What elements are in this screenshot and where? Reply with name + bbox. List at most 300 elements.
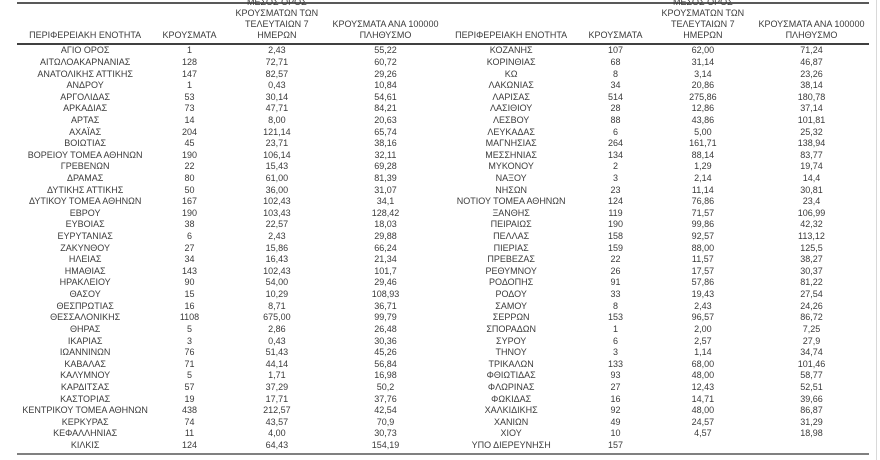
cases-cell: 27: [610, 381, 621, 392]
column-header-cases: ΚΡΟΥΣΜΑΤΑ: [162, 30, 217, 40]
per100k-cell: 21,34: [374, 254, 397, 265]
cases-cell: 5: [187, 323, 193, 334]
cases-cell: 27: [184, 242, 195, 253]
cases-cell: 76: [184, 347, 195, 358]
avg7days-cell: 92,57: [691, 231, 715, 242]
per100k-cell: 71,24: [800, 45, 823, 56]
table-row: [443, 312, 869, 324]
table-row: [17, 173, 443, 185]
cases-cell: 133: [608, 358, 624, 369]
avg7days-cell: 8,71: [268, 300, 286, 311]
avg7days-cell: 57,86: [691, 277, 715, 288]
per100k-cell: 65,74: [374, 126, 397, 137]
per100k-cell: 101,81: [797, 114, 826, 125]
table-row: [443, 68, 869, 80]
region-name-cell: ΑΓΙΟ ΟΡΟΣ: [60, 45, 110, 56]
table-row: [443, 382, 869, 394]
table-row: [17, 91, 443, 103]
avg7days-cell: 11,14: [691, 184, 714, 195]
per100k-cell: 46,87: [800, 56, 823, 67]
per100k-cell: 37,76: [374, 393, 397, 404]
per100k-cell: 31,07: [374, 184, 397, 195]
per100k-cell: 56,84: [374, 358, 397, 369]
avg7days-cell: 0,43: [268, 80, 286, 91]
table-row: [443, 196, 869, 208]
cases-cell: 34: [184, 254, 195, 265]
avg7days-cell: 14,71: [691, 393, 715, 404]
region-name-cell: ΥΠΟ ΔΙΕΡΕΥΝΗΣΗ: [471, 440, 551, 451]
per100k-cell: 83,77: [800, 149, 823, 160]
avg7days-cell: 36,00: [265, 184, 289, 195]
avg7days-cell: 0,43: [268, 335, 286, 346]
avg7days-cell: 675,00: [263, 312, 291, 323]
region-name-cell: ΗΜΑΘΙΑΣ: [64, 265, 106, 276]
table-row: [443, 335, 869, 347]
avg7days-cell: 51,43: [265, 347, 289, 358]
region-name-cell: ΛΑΣΙΘΙΟΥ: [490, 103, 533, 114]
cases-cell: 22: [610, 254, 621, 265]
per100k-cell: 29,26: [374, 68, 397, 79]
column-header-avg7days: [652, 0, 754, 41]
cases-cell: 6: [187, 231, 193, 242]
per100k-cell: 29,88: [374, 231, 397, 242]
avg7days-cell: 30,14: [265, 91, 289, 102]
region-name-cell: ΑΙΤΩΛΟΑΚΑΡΝΑΝΙΑΣ: [40, 56, 131, 67]
per100k-cell: 24,26: [800, 300, 823, 311]
per100k-cell: 55,22: [374, 45, 397, 56]
table-row: [17, 440, 443, 452]
table-row: [443, 254, 869, 266]
avg7days-cell: 1,29: [694, 161, 712, 172]
avg7days-cell: 82,57: [265, 68, 289, 79]
region-name-cell: ΝΑΞΟΥ: [495, 173, 527, 183]
region-name-cell: ΒΟΡΕΙΟΥ ΤΟΜΕΑ ΑΘΗΝΩΝ: [27, 149, 143, 160]
region-name-cell: ΚΑΡΔΙΤΣΑΣ: [60, 381, 110, 392]
per100k-cell: 180,78: [797, 91, 826, 102]
avg7days-cell: 121,14: [263, 126, 291, 137]
avg7days-cell: 68,00: [691, 358, 715, 369]
per100k-cell: 108,93: [371, 289, 400, 300]
per100k-cell: 32,11: [374, 149, 397, 160]
table-row: [443, 417, 869, 429]
region-name-cell: ΗΛΕΙΑΣ: [68, 254, 102, 265]
cases-cell: 22: [184, 161, 195, 172]
region-name-cell: ΑΧΑΪΑΣ: [69, 126, 102, 137]
avg7days-cell: 17,57: [691, 265, 715, 276]
avg7days-cell: 2,86: [268, 323, 286, 334]
table-row: [443, 300, 869, 312]
per100k-cell: 38,27: [800, 254, 823, 265]
region-name-cell: ΙΩΑΝΝΙΝΩΝ: [59, 347, 111, 358]
cases-cell: 167: [182, 196, 198, 207]
header-line: ΤΕΛΕΥΤΑΙΩΝ 7 ΗΜΕΡΩΝ: [245, 19, 309, 40]
cases-cell: 1108: [179, 312, 200, 323]
avg7days-cell: 15,43: [265, 161, 289, 172]
avg7days-cell: 99,86: [691, 219, 715, 230]
region-name-cell: ΑΝΑΤΟΛΙΚΗΣ ΑΤΤΙΚΗΣ: [37, 68, 133, 79]
avg7days-cell: 2,00: [694, 323, 712, 334]
per100k-cell: 45,26: [374, 347, 397, 358]
per100k-cell: 58,77: [800, 370, 823, 381]
region-name-cell: ΚΕΦΑΛΛΗΝΙΑΣ: [53, 428, 118, 439]
table-row: [17, 324, 443, 336]
per100k-cell: 30,37: [800, 265, 823, 276]
cases-cell: 90: [184, 277, 195, 288]
avg7days-cell: 2,43: [268, 45, 286, 56]
region-name-cell: ΠΙΕΡΙΑΣ: [493, 242, 529, 253]
avg7days-cell: 48,00: [691, 370, 715, 381]
header-line: ΜΕΣΟΣ ΟΡΟΣ: [246, 0, 307, 7]
cases-cell: 204: [182, 126, 198, 137]
cases-cell: 16: [610, 393, 621, 404]
region-name-cell: ΕΥΡΥΤΑΝΙΑΣ: [57, 231, 113, 242]
region-name-cell: ΛΑΡΙΣΑΣ: [492, 91, 530, 102]
table-body: [17, 43, 443, 453]
table-row: [17, 347, 443, 359]
region-name-cell: ΚΑΣΤΟΡΙΑΣ: [60, 393, 111, 404]
table-row: [17, 393, 443, 405]
region-name-cell: ΦΘΙΩΤΙΔΑΣ: [486, 370, 536, 381]
table-row: [17, 184, 443, 196]
column-header-region: ΠΕΡΙΦΕΡΕΙΑΚΗ ΕΝΟΤΗΤΑ: [455, 30, 568, 40]
column-header-per100k: [328, 19, 443, 41]
cases-cell: 57: [184, 381, 195, 392]
regional-cases-tables: [17, 0, 869, 453]
avg7days-cell: 275,86: [689, 91, 717, 102]
per100k-cell: 14,4: [802, 173, 821, 183]
per100k-cell: 37,14: [800, 103, 823, 114]
cases-cell: 88: [610, 114, 621, 125]
per100k-cell: 7,25: [802, 323, 821, 334]
avg7days-cell: 96,57: [691, 312, 715, 323]
per100k-cell: 30,81: [800, 184, 823, 195]
region-name-cell: ΘΕΣΣΑΛΟΝΙΚΗΣ: [50, 312, 121, 323]
table-row: [443, 242, 869, 254]
region-name-cell: ΘΕΣΠΡΩΤΙΑΣ: [56, 300, 114, 311]
avg7days-cell: 22,57: [265, 219, 289, 230]
region-name-cell: ΗΡΑΚΛΕΙΟΥ: [59, 277, 111, 288]
table-row: [17, 266, 443, 278]
cases-cell: 16: [184, 300, 195, 311]
table-row: [17, 57, 443, 69]
table-row: [17, 300, 443, 312]
region-name-cell: ΠΕΙΡΑΙΩΣ: [490, 219, 532, 230]
cases-cell: 6: [613, 126, 619, 137]
avg7days-cell: 54,00: [265, 277, 289, 288]
avg7days-cell: 103,43: [263, 207, 291, 218]
table-row: [443, 277, 869, 289]
table-row: [443, 324, 869, 336]
avg7days-cell: 43,86: [691, 114, 715, 125]
per100k-cell: 10,84: [374, 80, 397, 91]
cases-cell: 264: [608, 138, 624, 149]
per100k-cell: 19,74: [800, 161, 823, 172]
region-name-cell: ΘΗΡΑΣ: [69, 323, 101, 334]
region-name-cell: ΒΟΙΩΤΙΑΣ: [64, 138, 107, 149]
per100k-cell: 29,46: [374, 277, 397, 288]
avg7days-cell: 1,71: [268, 370, 286, 381]
table-row: [443, 393, 869, 405]
cases-cell: 28: [610, 103, 621, 114]
avg7days-cell: 16,43: [265, 254, 289, 265]
region-name-cell: ΦΩΚΙΔΑΣ: [491, 393, 532, 404]
cases-cell: 6: [613, 335, 619, 346]
per100k-cell: 70,9: [376, 416, 395, 427]
cases-cell: 3: [187, 335, 193, 346]
per100k-cell: 18,98: [800, 428, 823, 439]
per100k-cell: 26,48: [374, 323, 397, 334]
table-row: [17, 417, 443, 429]
cases-cell: 190: [182, 149, 198, 160]
header-line: ΠΛΗΘΥΣΜΟ: [785, 30, 838, 40]
avg7days-cell: 48,00: [691, 405, 715, 416]
per100k-cell: 66,24: [374, 242, 397, 253]
cases-cell: 3: [613, 347, 619, 358]
cases-cell: 19: [184, 393, 195, 404]
region-name-cell: ΚΙΛΚΙΣ: [70, 440, 100, 451]
region-name-cell: ΑΡΓΟΛΙΔΑΣ: [60, 91, 111, 102]
per100k-cell: 31,29: [800, 416, 823, 427]
table-row: [17, 219, 443, 231]
region-name-cell: ΓΡΕΒΕΝΩΝ: [60, 161, 110, 172]
per100k-cell: 60,72: [374, 56, 397, 67]
avg7days-cell: 24,57: [691, 416, 715, 427]
avg7days-cell: 47,71: [265, 103, 289, 114]
table-row: [443, 219, 869, 231]
table-row: [17, 370, 443, 382]
avg7days-cell: 12,43: [691, 381, 715, 392]
cases-cell: 1: [187, 80, 193, 91]
table-row: [443, 161, 869, 173]
avg7days-cell: 15,86: [265, 242, 289, 253]
table-row: [17, 231, 443, 243]
table-body: [443, 43, 869, 453]
per100k-cell: 50,2: [376, 381, 395, 392]
region-name-cell: ΣΥΡΟΥ: [496, 335, 527, 346]
region-name-cell: ΑΡΚΑΔΙΑΣ: [63, 103, 108, 114]
avg7days-cell: 2,14: [694, 173, 712, 183]
region-name-cell: ΛΑΚΩΝΙΑΣ: [488, 80, 534, 91]
cases-cell: 93: [610, 370, 621, 381]
table-row: [443, 266, 869, 278]
cases-cell: 124: [182, 440, 198, 451]
table-row: [443, 208, 869, 220]
avg7days-cell: 17,71: [265, 393, 289, 404]
table-row: [17, 428, 443, 440]
table-header: [443, 0, 869, 43]
per100k-cell: 38,14: [800, 80, 823, 91]
cases-cell: 71: [184, 358, 195, 369]
region-name-cell: ΧΑΝΙΩΝ: [494, 416, 529, 427]
region-name-cell: ΡΟΔΟΠΗΣ: [489, 277, 534, 288]
cases-cell: 23: [610, 184, 621, 195]
avg7days-cell: 3,14: [694, 68, 712, 79]
table-row: [17, 254, 443, 266]
per100k-cell: 52,51: [800, 381, 823, 392]
table-row: [443, 405, 869, 417]
header-line: ΚΡΟΥΣΜΑΤΩΝ ΤΩΝ: [661, 8, 745, 18]
per100k-cell: 81,22: [800, 277, 823, 288]
table-row: [17, 277, 443, 289]
region-name-cell: ΜΑΓΝΗΣΙΑΣ: [485, 138, 537, 149]
region-name-cell: ΔΡΑΜΑΣ: [66, 173, 104, 183]
cases-cell: 147: [182, 68, 198, 79]
cases-cell: 53: [184, 91, 195, 102]
avg7days-cell: 76,86: [691, 196, 715, 207]
per100k-cell: 81,39: [374, 173, 397, 183]
cases-cell: 74: [184, 416, 195, 427]
avg7days-cell: 1,14: [694, 347, 712, 358]
region-name-cell: ΚΟΡΙΝΘΙΑΣ: [486, 56, 536, 67]
region-name-cell: ΚΩ: [504, 68, 518, 79]
avg7days-cell: 37,29: [265, 381, 289, 392]
region-name-cell: ΙΚΑΡΙΑΣ: [67, 335, 103, 346]
avg7days-cell: 2,43: [694, 300, 712, 311]
region-name-cell: ΤΗΝΟΥ: [495, 347, 527, 358]
cases-cell: 107: [608, 45, 624, 56]
per100k-cell: 30,36: [374, 335, 397, 346]
per100k-cell: 101,46: [797, 358, 826, 369]
table-row: [17, 289, 443, 301]
per100k-cell: 23,4: [802, 196, 821, 207]
table-row: [17, 149, 443, 161]
header-line: ΠΛΗΘΥΣΜΟ: [359, 30, 412, 40]
cases-cell: 190: [182, 207, 198, 218]
table-row: [17, 335, 443, 347]
avg7days-cell: 61,00: [265, 173, 289, 183]
per100k-cell: 36,71: [374, 300, 397, 311]
region-name-cell: ΚΕΡΚΥΡΑΣ: [61, 416, 109, 427]
region-name-cell: ΣΕΡΡΩΝ: [492, 312, 530, 323]
cases-cell: 8: [613, 68, 619, 79]
avg7days-cell: 2,57: [694, 335, 712, 346]
avg7days-cell: 8,00: [268, 114, 286, 125]
cases-cell: 5: [187, 370, 193, 381]
avg7days-cell: 4,00: [268, 428, 286, 439]
region-name-cell: ΚΑΒΑΛΑΣ: [64, 358, 106, 369]
table-row: [17, 405, 443, 417]
table-row: [17, 80, 443, 92]
page-right-edge: [876, 0, 877, 460]
region-name-cell: ΕΒΡΟΥ: [69, 207, 101, 218]
per100k-cell: 113,12: [798, 231, 825, 242]
table-row: [443, 80, 869, 92]
avg7days-cell: 12,86: [691, 103, 715, 114]
table-row: [17, 358, 443, 370]
cases-cell: 3: [613, 173, 619, 183]
table-row: [17, 382, 443, 394]
cases-cell: 14: [184, 114, 195, 125]
table-row: [17, 126, 443, 138]
cases-cell: 514: [608, 91, 624, 102]
per100k-cell: 138,94: [797, 138, 826, 149]
cases-cell: 45: [184, 138, 195, 149]
region-name-cell: ΖΑΚΥΝΘΟΥ: [60, 242, 111, 253]
table-row: [443, 347, 869, 359]
region-name-cell: ΣΑΜΟΥ: [495, 300, 528, 311]
table-row: [443, 138, 869, 150]
avg7days-cell: 23,71: [265, 138, 289, 149]
per100k-cell: 86,87: [800, 405, 823, 416]
region-name-cell: ΚΑΛΥΜΝΟΥ: [60, 370, 111, 381]
per100k-cell: 34,1: [376, 196, 395, 207]
region-name-cell: ΔΥΤΙΚΟΥ ΤΟΜΕΑ ΑΘΗΝΩΝ: [28, 196, 142, 207]
per100k-cell: 101,7: [374, 265, 397, 276]
avg7days-cell: 212,57: [263, 405, 291, 416]
table-row: [17, 208, 443, 220]
cases-cell: 50: [184, 184, 195, 195]
avg7days-cell: 2,43: [268, 231, 286, 242]
table-row: [443, 45, 869, 57]
table-row: [443, 289, 869, 301]
cases-cell: 1: [187, 45, 193, 56]
cases-cell: 33: [610, 289, 621, 300]
per100k-cell: 128,42: [371, 207, 400, 218]
region-name-cell: ΞΑΝΘΗΣ: [492, 207, 530, 218]
cases-cell: 128: [182, 56, 198, 67]
table-row: [17, 68, 443, 80]
cases-cell: 10: [610, 428, 621, 439]
region-name-cell: ΡΕΘΥΜΝΟΥ: [485, 265, 537, 276]
cases-cell: 49: [610, 416, 621, 427]
table-row: [17, 138, 443, 150]
region-name-cell: ΜΕΣΣΗΝΙΑΣ: [485, 149, 537, 160]
avg7days-cell: 64,43: [265, 440, 289, 451]
per100k-cell: 106,99: [797, 207, 826, 218]
region-name-cell: ΠΡΕΒΕΖΑΣ: [487, 254, 535, 265]
cases-cell: 2: [613, 161, 619, 172]
region-name-cell: ΦΛΩΡΙΝΑΣ: [487, 381, 535, 392]
cases-cell: 153: [608, 312, 624, 323]
column-header-per100k: [754, 19, 869, 41]
cases-cell: 159: [608, 242, 624, 253]
avg7days-cell: 10,29: [265, 289, 289, 300]
cases-cell: 68: [610, 56, 621, 67]
cases-cell: 157: [608, 440, 624, 451]
avg7days-cell: 19,43: [691, 289, 715, 300]
cases-cell: 73: [184, 103, 195, 114]
table-row: [443, 428, 869, 440]
table-row: [17, 161, 443, 173]
cases-cell: 11: [184, 428, 195, 439]
region-name-cell: ΔΥΤΙΚΗΣ ΑΤΤΙΚΗΣ: [47, 184, 124, 195]
cases-cell: 119: [608, 207, 623, 218]
per100k-cell: 16,98: [374, 370, 397, 381]
table-row: [443, 440, 869, 452]
avg7days-cell: 43,57: [265, 416, 289, 427]
cases-cell: 26: [610, 265, 621, 276]
column-header-cases: ΚΡΟΥΣΜΑΤΑ: [588, 30, 643, 40]
per100k-cell: 86,72: [800, 312, 823, 323]
cases-cell: 80: [184, 173, 195, 183]
per100k-cell: 42,32: [800, 219, 823, 230]
region-name-cell: ΚΕΝΤΡΙΚΟΥ ΤΟΜΕΑ ΑΘΗΝΩΝ: [22, 405, 148, 416]
per100k-cell: 25,32: [800, 126, 823, 137]
cases-cell: 34: [610, 80, 621, 91]
bottom-rule: [17, 453, 869, 455]
cases-cell: 38: [184, 219, 195, 230]
per100k-cell: 18,03: [374, 219, 397, 230]
avg7days-cell: 106,14: [263, 149, 291, 160]
avg7days-cell: 88,00: [691, 242, 715, 253]
region-name-cell: ΘΑΣΟΥ: [69, 289, 101, 300]
cases-cell: 134: [608, 149, 624, 160]
table-row: [443, 103, 869, 115]
per100k-cell: 125,5: [800, 242, 823, 253]
per100k-cell: 84,21: [374, 103, 397, 114]
per100k-cell: 38,16: [374, 138, 397, 149]
region-name-cell: ΝΟΤΙΟΥ ΤΟΜΕΑ ΑΘΗΝΩΝ: [456, 196, 566, 207]
